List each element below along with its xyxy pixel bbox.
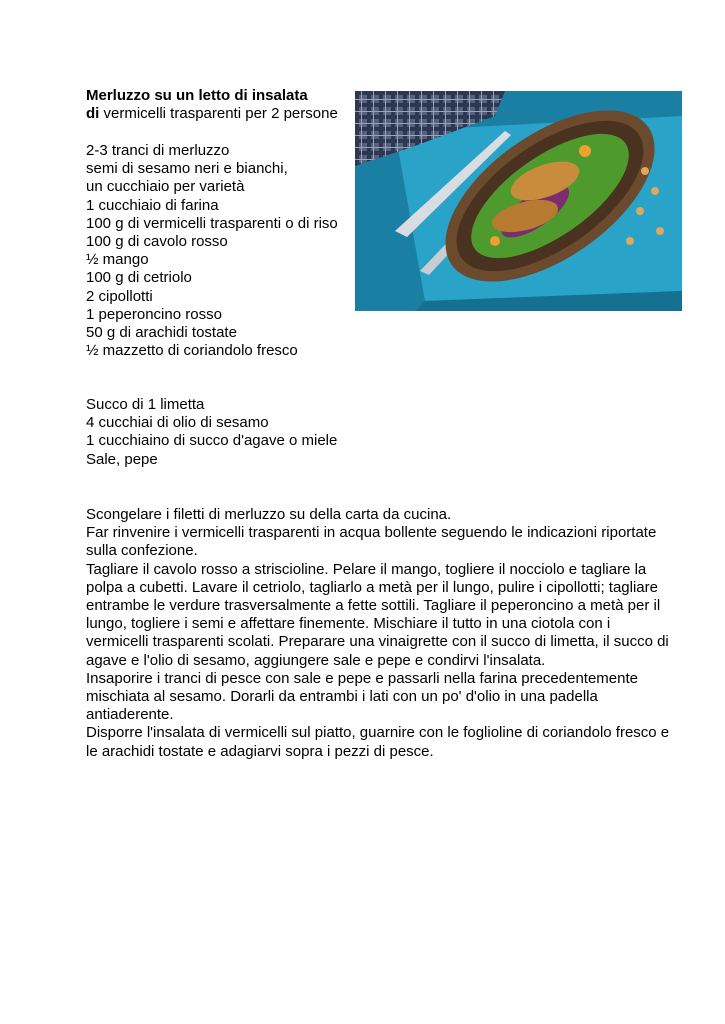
method-step: Insaporire i tranci di pesce con sale e pepe e passarli nella farina precedentemente mischiata al sesamo. Dorarli da entrambi i lati con un po' d'olio in una padella antiaderente.: [86, 669, 638, 724]
title-line-2-rest: vermicelli trasparenti per 2 persone: [99, 105, 338, 123]
ingredient-item: semi di sesamo neri e bianchi,: [86, 160, 288, 178]
recipe-title: [86, 87, 356, 123]
ingredient-item: 1 cucchiaio di farina: [86, 196, 219, 214]
recipe-photo-illustration: [355, 91, 682, 311]
peanut: [641, 167, 649, 175]
method-step: Disporre l'insalata di vermicelli sul piatto, guarnire con le foglioline di coriandolo fresco e le arachidi tostate e adagiarvi sopra i pezzi di pesce.: [86, 724, 670, 760]
method-step: Tagliare il cavolo rosso a striscioline. Pelare il mango, togliere il nocciolo e tagliare la polpa a cubetti. Lavare il cetriolo, tagliarlo a metà per il lungo, pulire i cipollotti; tagliare entrambe le verdure trasversalmente a fette sottili. Tagliare il peperoncino a metà per il lungo, togliere i semi e affettare finemente. Mischiare il tutto in una ciotola con i vermicelli trasparenti scolati. Preparare una vinaigrette con il succo di limetta, il succo di agave e l'olio di sesamo, aggiungere sale e pepe e condirvi l'insalata.: [86, 560, 669, 669]
peanut: [651, 187, 659, 195]
ingredients-list: [86, 142, 352, 360]
title-line-1: Merluzzo su un letto di insalata: [86, 87, 308, 104]
method-step: Far rinvenire i vermicelli trasparenti in acqua bollente seguendo le indicazioni riportate sulla confezione.: [86, 524, 657, 560]
title-line-2: [86, 105, 356, 123]
mango-cube: [579, 145, 591, 157]
ingredient-item: 50 g di arachidi tostate: [86, 324, 237, 342]
dressing-list: [86, 396, 386, 469]
ingredient-item: un cucchiaio per varietà: [86, 178, 245, 196]
dressing-item: 4 cucchiai di olio di sesamo: [86, 414, 269, 432]
ingredient-item: 100 g di cetriolo: [86, 269, 192, 287]
peanut: [626, 237, 634, 245]
ingredient-item: 2-3 tranci di merluzzo: [86, 142, 230, 159]
method-section: [86, 506, 676, 761]
ingredient-item: 1 peperoncino rosso: [86, 305, 222, 323]
ingredient-item: 2 cipollotti: [86, 287, 153, 305]
dressing-item: 1 cucchiaino di succo d'agave o miele: [86, 432, 338, 450]
ingredient-item: ½ mazzetto di coriandolo fresco: [86, 342, 298, 360]
dressing-item: Succo di 1 limetta: [86, 396, 205, 413]
mango-cube: [490, 236, 500, 246]
method-step: Scongelare i filetti di merluzzo su della carta da cucina.: [86, 506, 452, 523]
peanut: [636, 207, 644, 215]
dressing-item: Sale, pepe: [86, 450, 158, 468]
ingredient-item: ½ mango: [86, 251, 149, 269]
title-line-2-bold: di: [86, 105, 100, 123]
peanut: [656, 227, 664, 235]
ingredient-item: 100 g di vermicelli trasparenti o di riso: [86, 214, 338, 232]
ingredient-item: 100 g di cavolo rosso: [86, 233, 228, 251]
recipe-photo: [355, 91, 682, 311]
